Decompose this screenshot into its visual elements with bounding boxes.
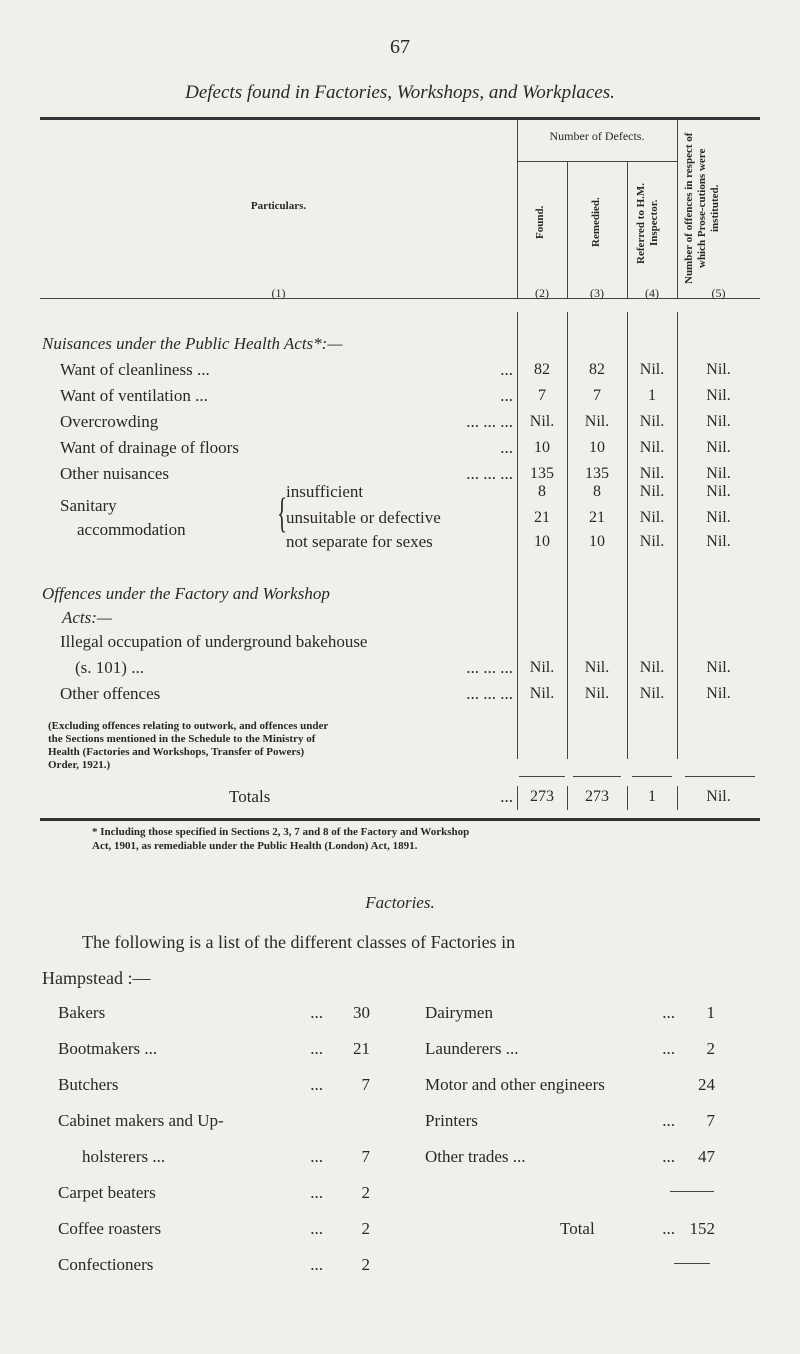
col-divider-4: [677, 120, 678, 299]
factory-class-label: Bootmakers ...: [58, 1039, 158, 1058]
factory-class-label: Launderers ...: [425, 1039, 519, 1058]
cell-prosecutions: Nil.: [706, 509, 731, 526]
cell-found: 21: [534, 509, 550, 526]
factory-class-count: 24: [698, 1075, 715, 1094]
sum-rule: [685, 776, 755, 777]
header-col3: (3): [590, 286, 604, 300]
list-item: [58, 1147, 378, 1173]
cell-referred: 1: [648, 387, 656, 404]
excluding-note-line: Health (Factories and Workshops, Transfer of Powers): [48, 746, 305, 758]
cell-found: 10: [534, 439, 550, 456]
table-row: [0, 684, 800, 710]
leader-dots: ... ... ...: [466, 464, 513, 483]
cell-found: 7: [538, 387, 546, 404]
leader-dots: ...: [310, 1075, 323, 1094]
factory-class-count: 47: [698, 1147, 715, 1166]
cell-referred: Nil.: [639, 361, 665, 378]
factory-class-label: holsterers ...: [82, 1147, 166, 1166]
cell-referred: Nil.: [639, 533, 665, 550]
cell-found: 10: [534, 533, 550, 550]
leader-dots: ...: [662, 1039, 675, 1058]
table-top-rule: [40, 117, 760, 120]
cell-prosecutions: Nil.: [706, 483, 731, 500]
list-item: [58, 1255, 378, 1281]
factory-class-label: Motor and other engineers: [425, 1075, 605, 1094]
leader-dots: ...: [662, 1219, 675, 1238]
list-item: [58, 1111, 378, 1137]
table-row: [0, 360, 800, 386]
header-col2: (2): [535, 286, 549, 300]
cell-referred: Nil.: [639, 659, 665, 676]
table-row: [0, 412, 800, 438]
header-found: Found.: [534, 205, 546, 240]
leader-dots: ... ... ...: [466, 412, 513, 431]
row-label: Want of ventilation ...: [60, 386, 208, 405]
cell-prosecutions: Nil.: [706, 439, 731, 456]
row-label: Overcrowding: [60, 412, 159, 431]
factories-intro: The following is a list of the different classes of Factories in: [82, 932, 516, 952]
row-label: Other offences: [60, 684, 161, 703]
factory-class-count: 2: [361, 1219, 370, 1238]
factory-class-count: 2: [361, 1255, 370, 1274]
cell-found: Nil.: [529, 413, 555, 430]
section-heading-offences: Offences under the Factory and Workshop: [42, 584, 330, 603]
header-col4: (4): [645, 286, 659, 300]
cell-remedied: 8: [593, 483, 601, 500]
cell-remedied: 7: [593, 387, 601, 404]
cell-found: 135: [530, 465, 554, 482]
defects-subheader-rule: [517, 161, 677, 162]
leader-dots: ...: [310, 1039, 323, 1058]
factory-class-count: 7: [706, 1111, 715, 1130]
leader-dots: ...: [500, 360, 513, 379]
leader-dots: ...: [310, 1219, 323, 1238]
factories-total-row: [425, 1219, 715, 1245]
header-number-of-defects: Number of Defects.: [549, 129, 645, 143]
page-number: 67: [390, 36, 410, 58]
header-referred: Referred to H.M. Inspector.: [635, 182, 660, 264]
cell-remedied: Nil.: [584, 413, 610, 430]
table-row: [0, 386, 800, 412]
cell-remedied: 273: [585, 788, 609, 805]
factory-class-label: Carpet beaters: [58, 1183, 156, 1202]
factory-class-label: Confectioners: [58, 1255, 154, 1274]
factory-class-count: 30: [353, 1003, 370, 1022]
sum-rule: [632, 776, 672, 777]
leader-dots: ... ... ...: [466, 684, 513, 703]
factory-class-label: Cabinet makers and Up-: [58, 1111, 224, 1130]
cell-found: 82: [534, 361, 550, 378]
cell-referred: Nil.: [639, 465, 665, 482]
list-item: [425, 1147, 715, 1173]
list-item: [58, 1039, 378, 1065]
cell-found: Nil.: [529, 685, 555, 702]
cell-referred: Nil.: [639, 413, 665, 430]
col-divider-1: [517, 120, 518, 299]
leader-dots: ...: [500, 787, 513, 806]
table-bottom-rule: [40, 818, 760, 821]
list-item: [425, 1003, 715, 1029]
cell-referred: Nil.: [639, 685, 665, 702]
leader-dots: ...: [310, 1183, 323, 1202]
cell-prosecutions: Nil.: [706, 465, 731, 482]
footnote-line: * Including those specified in Sections 2, 3, 7 and 8 of the Factory and Workshop: [92, 826, 470, 838]
col-divider-3: [627, 161, 628, 299]
cell-referred: 1: [648, 788, 656, 805]
factory-class-label: Butchers: [58, 1075, 119, 1094]
row-label: Want of drainage of floors: [60, 438, 239, 457]
header-col1: (1): [271, 286, 286, 300]
cell-prosecutions: Nil.: [706, 387, 731, 404]
footnote: [92, 825, 762, 853]
cell-referred: Nil.: [639, 483, 665, 500]
leader-dots: ...: [500, 386, 513, 405]
list-item: [58, 1003, 378, 1029]
row-label: insufficient: [286, 482, 364, 501]
header-prosecutions: Number of offences in respect of which Prose-cutions were instituted.: [683, 132, 721, 284]
cell-found: 273: [530, 788, 554, 805]
cell-referred: Nil.: [639, 439, 665, 456]
cell-remedied: Nil.: [584, 685, 610, 702]
factory-class-count: 2: [706, 1039, 715, 1058]
table-row: [0, 532, 800, 558]
cell-prosecutions: Nil.: [706, 413, 731, 430]
cell-referred: Nil.: [639, 509, 665, 526]
cell-remedied: 10: [589, 439, 605, 456]
leader-dots: ...: [310, 1147, 323, 1166]
header-particulars: Particulars.: [250, 200, 307, 212]
row-label: unsuitable or defective: [286, 508, 441, 527]
row-label: Want of cleanliness ...: [60, 360, 210, 379]
cell-remedied: 135: [585, 465, 609, 482]
cell-remedied: Nil.: [584, 659, 610, 676]
cell-found: 8: [538, 483, 546, 500]
factory-class-label: Dairymen: [425, 1003, 493, 1022]
factory-class-label: Coffee roasters: [58, 1219, 162, 1238]
factories-total-label: Total: [560, 1219, 595, 1238]
cell-remedied: 82: [589, 361, 605, 378]
list-item: [425, 1111, 715, 1137]
leader-dots: ...: [310, 1003, 323, 1022]
list-item: [58, 1183, 378, 1209]
table-row: [0, 438, 800, 464]
table-row: [0, 508, 800, 534]
totals-row: [0, 787, 800, 813]
factory-class-count: 7: [361, 1147, 370, 1166]
factory-class-label: Bakers: [58, 1003, 106, 1022]
factories-heading: Factories.: [365, 893, 435, 912]
illegal-occupation-label: Illegal occupation of underground bakehouse: [60, 632, 368, 651]
excluding-note: [48, 720, 513, 772]
section-heading-offences-2: Acts:—: [62, 608, 113, 627]
cell-remedied: 10: [589, 533, 605, 550]
sanitary-label: Sanitary: [60, 496, 117, 515]
total-rule-top: [670, 1191, 714, 1192]
leader-dots: ... ... ...: [466, 658, 513, 677]
list-item: [425, 1039, 715, 1065]
cell-prosecutions: Nil.: [706, 361, 731, 378]
cell-remedied: 21: [589, 509, 605, 526]
col-divider-2: [567, 161, 568, 299]
leader-dots: ...: [500, 438, 513, 457]
cell-prosecutions: Nil.: [706, 659, 731, 676]
factory-class-count: 7: [361, 1075, 370, 1094]
sanitary-label-2: accommodation: [77, 520, 186, 539]
factory-class-label: Printers: [425, 1111, 478, 1130]
row-label: (s. 101) ...: [75, 658, 144, 677]
row-label: Other nuisances: [60, 464, 170, 483]
page-title: Defects found in Factories, Workshops, and Workplaces.: [185, 82, 615, 103]
cell-prosecutions: Nil.: [706, 685, 731, 702]
factories-total-count: 152: [689, 1219, 715, 1238]
totals-label: Totals: [229, 787, 271, 806]
factory-class-count: 1: [706, 1003, 715, 1022]
excluding-note-line: the Sections mentioned in the Schedule to the Ministry of: [48, 733, 316, 745]
section-heading-nuisances: Nuisances under the Public Health Acts*:—: [42, 334, 343, 353]
factory-class-count: 21: [353, 1039, 370, 1058]
excluding-note-line: (Excluding offences relating to outwork, and offences under: [48, 720, 329, 732]
cell-found: Nil.: [529, 659, 555, 676]
footnote-line: Act, 1901, as remediable under the Public Health (London) Act, 1891.: [92, 840, 418, 852]
factories-intro-2: Hampstead :—: [42, 968, 151, 988]
leader-dots: ...: [310, 1255, 323, 1274]
row-label: not separate for sexes: [286, 532, 433, 551]
leader-dots: ...: [662, 1111, 675, 1130]
sum-rule: [519, 776, 565, 777]
factory-class-label: Other trades ...: [425, 1147, 526, 1166]
brace-icon: {: [277, 491, 288, 537]
list-item: [425, 1075, 715, 1101]
table-row: [0, 482, 800, 508]
leader-dots: ...: [662, 1147, 675, 1166]
sum-rule: [573, 776, 621, 777]
header-remedied: Remedied.: [590, 197, 602, 248]
total-rule-bottom: [674, 1263, 710, 1264]
table-row: [0, 658, 800, 684]
list-item: [58, 1075, 378, 1101]
leader-dots: ...: [662, 1003, 675, 1022]
list-item: [58, 1219, 378, 1245]
excluding-note-line: Order, 1921.): [48, 759, 111, 771]
cell-prosecutions: Nil.: [706, 788, 731, 805]
cell-prosecutions: Nil.: [706, 533, 731, 550]
factory-class-count: 2: [361, 1183, 370, 1202]
header-col5: (5): [711, 286, 726, 300]
